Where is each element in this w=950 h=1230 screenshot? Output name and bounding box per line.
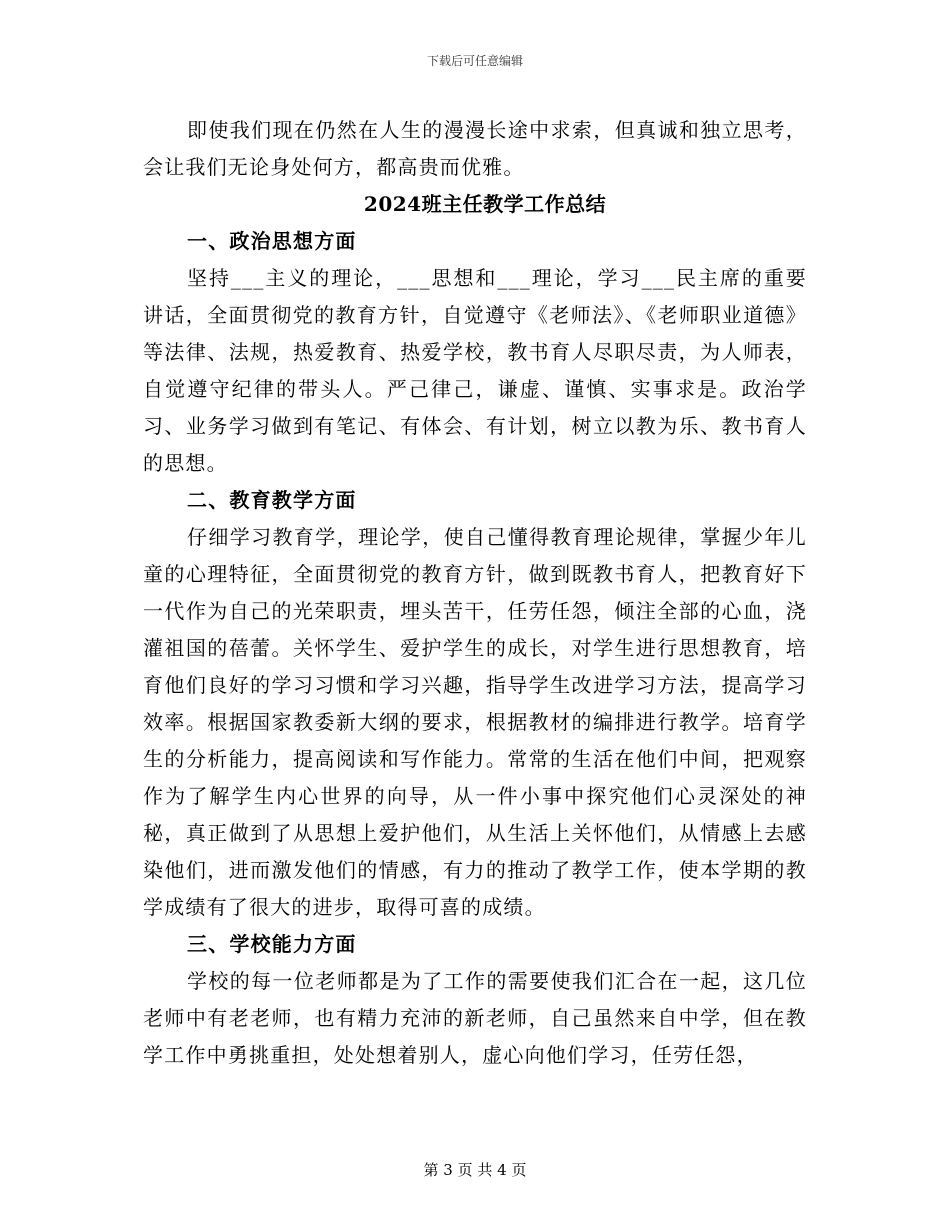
- intro-paragraph: 即使我们现在仍然在人生的漫漫长途中求索，但真诚和独立思考，会让我们无论身处何方，都高贵而优雅。: [143, 118, 807, 179]
- section-heading-school-ability: 三、学校能力方面: [187, 932, 357, 956]
- section-paragraph-teaching: 仔细学习教育学，理论学，使自己懂得教育理论规律，掌握少年儿童的心理特征，全面贯彻党的教育方针，做到既教书育人，把教育好下一代作为自己的光荣职责，埋头苦干，任劳任怨，倾注全部的心血，浇灌祖国的蓓蕾。关怀学生、爱护学生的成长，对学生进行思想教育，培育他们良好的学习习惯和学习兴趣，指导学生改进学习方法，提高学习效率。根据国家教委新大纲的要求，根据教材的编排进行教学。培育学生的分析能力，提高阅读和写作能力。常常的生活在他们中间，把观察作为了解学生内心世界的向导，从一件小事中探究他们心灵深处的神秘，真正做到了从思想上爱护他们，从生活上关怀他们，从情感上去感染他们，进而激发他们的情感，有力的推动了教学工作，使本学期的教学成绩有了很大的进步，取得可喜的成绩。: [143, 525, 807, 919]
- section-paragraph-politics: 坚持___主义的理论，___思想和___理论，学习___民主席的重要讲话，全面贯彻党的教育方针，自觉遵守《老师法》、《老师职业道德》等法律、法规，热爱教育、热爱学校，教书育人尽职尽责，为人师表，自觉遵守纪律的带头人。严己律己，谦虚、谨慎、实事求是。政治学习、业务学习做到有笔记、有体会、有计划，树立以教为乐、教书育人的思想。: [143, 266, 807, 475]
- page-header: 下载后可任意编辑: [426, 54, 523, 68]
- section-paragraph-school-ability: 学校的每一位老师都是为了工作的需要使我们汇合在一起，这几位老师中有老老师，也有精力充沛的新老师，自己虽然来自中学，但在教学工作中勇挑重担，处处想着别人，虚心向他们学习，任劳任怨，: [143, 969, 807, 1067]
- document-title: 2024班主任教学工作总结: [363, 192, 607, 216]
- document-body: [143, 112, 807, 1074]
- page-number-footer: 第 3 页 共 4 页: [423, 1161, 527, 1179]
- section-heading-teaching: 二、教育教学方面: [187, 488, 357, 512]
- section-heading-politics: 一、政治思想方面: [187, 229, 357, 253]
